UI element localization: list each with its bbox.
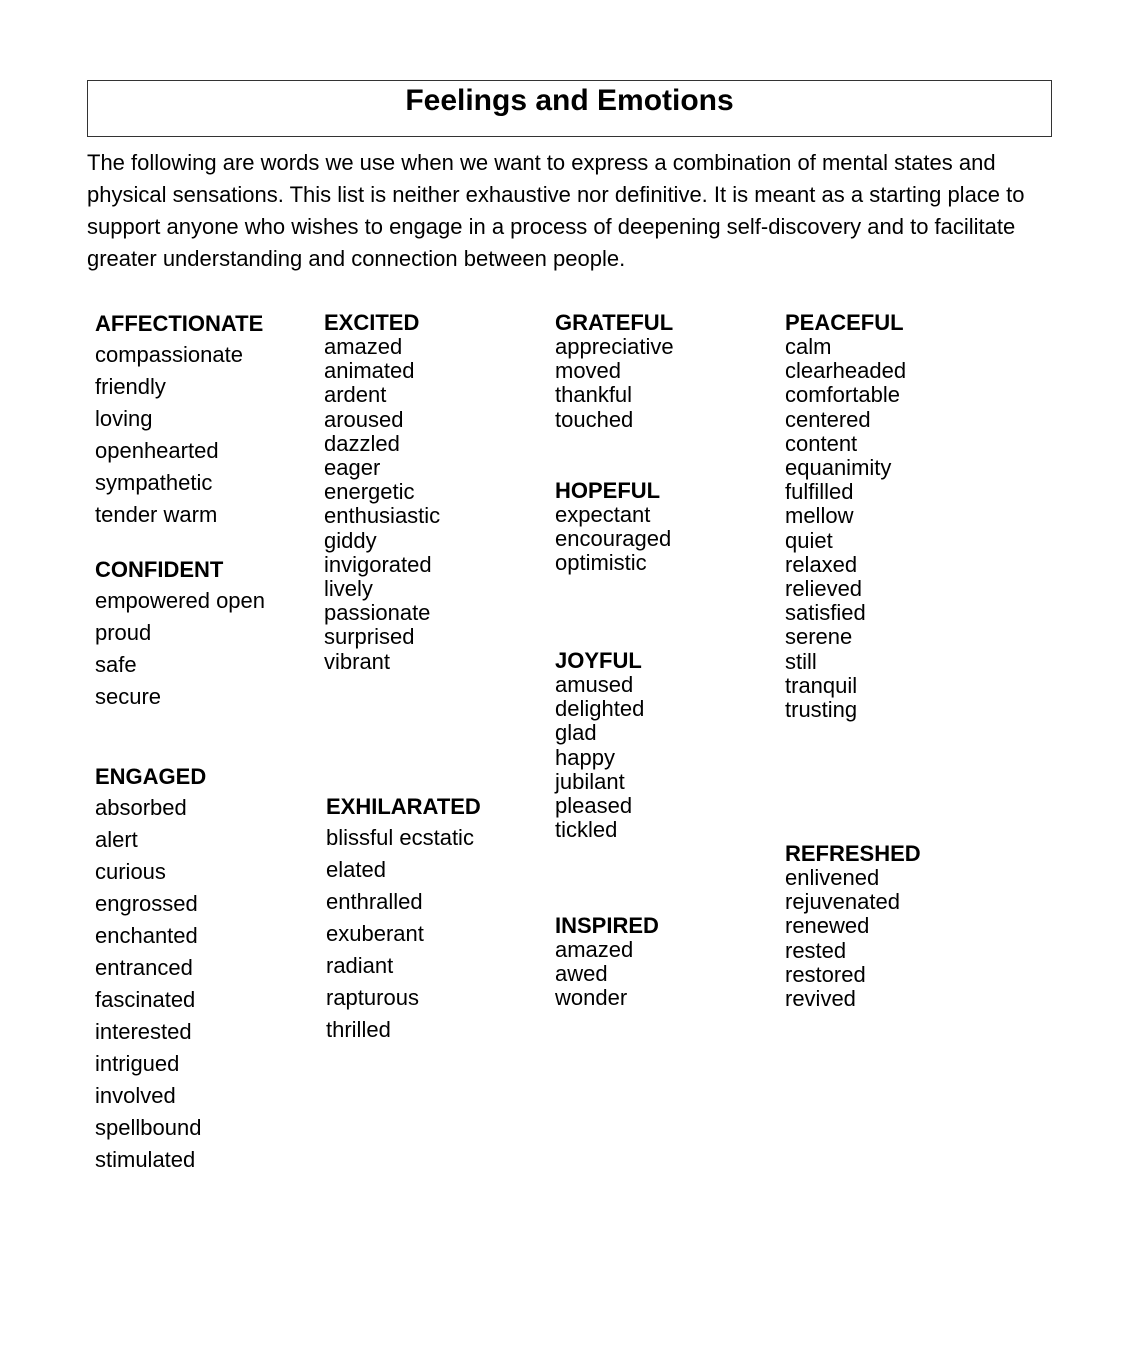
- group-grateful: [555, 311, 674, 432]
- feeling-word: expectant: [555, 502, 651, 527]
- feeling-word: thankful: [555, 382, 633, 408]
- feeling-word: enthralled: [326, 889, 423, 914]
- word-list: [555, 938, 659, 1011]
- feeling-word: stimulated: [95, 1147, 196, 1172]
- feeling-word: eager: [324, 455, 381, 481]
- feeling-word: enlivened: [785, 865, 880, 890]
- feeling-word: aroused: [324, 406, 404, 432]
- feeling-word: energetic: [324, 479, 415, 505]
- feeling-word: enthusiastic: [324, 503, 441, 529]
- feeling-word: rejuvenated: [785, 889, 900, 915]
- feeling-word: pleased: [555, 793, 633, 819]
- feeling-word: vibrant: [324, 648, 391, 674]
- feeling-word: fulfilled: [785, 479, 854, 505]
- feeling-word: animated: [324, 358, 415, 384]
- feeling-word: spellbound: [95, 1115, 202, 1140]
- feeling-word: touched: [555, 406, 634, 432]
- word-list: [555, 673, 644, 842]
- feeling-word: trusting: [785, 697, 858, 723]
- group-excited: [324, 311, 440, 674]
- group-heading: ENGAGED: [95, 764, 207, 789]
- feeling-word: safe: [95, 652, 137, 677]
- feeling-word: enchanted: [95, 923, 198, 948]
- word-list: [95, 585, 265, 713]
- word-list: [95, 339, 263, 531]
- feeling-word: proud: [95, 620, 152, 645]
- word-list: [324, 335, 440, 674]
- group-hopeful: [555, 479, 671, 576]
- feeling-word: rapturous: [326, 985, 419, 1010]
- feeling-word: appreciative: [555, 334, 674, 359]
- group-joyful: [555, 649, 644, 842]
- feeling-word: absorbed: [95, 795, 187, 820]
- feeling-word: sympathetic: [95, 470, 213, 495]
- group-engaged: [95, 764, 206, 1176]
- group-refreshed: [785, 842, 921, 1011]
- feeling-word: moved: [555, 358, 622, 384]
- group-exhilarated: [326, 794, 481, 1046]
- group-heading: JOYFUL: [555, 648, 642, 673]
- feeling-word: revived: [785, 986, 856, 1012]
- group-inspired: [555, 914, 659, 1011]
- word-list: [555, 335, 674, 432]
- feeling-word: lively: [324, 576, 373, 602]
- feeling-word: alert: [95, 827, 138, 852]
- feeling-word: involved: [95, 1083, 176, 1108]
- feeling-word: interested: [95, 1019, 192, 1044]
- feeling-word: entranced: [95, 955, 193, 980]
- word-list: [95, 792, 206, 1176]
- feeling-word: curious: [95, 859, 166, 884]
- feeling-word: jubilant: [555, 768, 625, 794]
- word-list: [785, 335, 906, 722]
- feeling-word: delighted: [555, 696, 645, 722]
- feeling-word: dazzled: [324, 430, 400, 456]
- feeling-word: giddy: [324, 527, 377, 553]
- word-list: [326, 822, 481, 1046]
- feeling-word: happy: [555, 744, 615, 770]
- word-list: [785, 866, 921, 1011]
- feeling-word: fascinated: [95, 987, 196, 1012]
- feeling-word: rested: [785, 937, 847, 963]
- feeling-word: tickled: [555, 817, 618, 843]
- feeling-word: radiant: [326, 953, 394, 978]
- feeling-word: passionate: [324, 600, 431, 626]
- group-heading: EXHILARATED: [326, 794, 481, 819]
- feeling-word: blissful ecstatic: [326, 825, 474, 850]
- feeling-word: amazed: [555, 937, 634, 962]
- feeling-word: still: [785, 648, 817, 674]
- group-heading: REFRESHED: [785, 841, 921, 866]
- feeling-word: mellow: [785, 503, 854, 529]
- feeling-word: clearheaded: [785, 358, 907, 384]
- feeling-word: satisfied: [785, 600, 866, 626]
- feeling-word: equanimity: [785, 455, 892, 481]
- feeling-word: amused: [555, 672, 634, 697]
- group-heading: HOPEFUL: [555, 478, 661, 503]
- feeling-word: exuberant: [326, 921, 424, 946]
- feeling-word: engrossed: [95, 891, 198, 916]
- group-confident: [95, 557, 265, 713]
- group-heading: CONFIDENT: [95, 557, 224, 582]
- feeling-word: comfortable: [785, 382, 900, 408]
- feeling-word: intrigued: [95, 1051, 180, 1076]
- feeling-word: awed: [555, 961, 608, 987]
- group-heading: PEACEFUL: [785, 310, 904, 335]
- feeling-word: quiet: [785, 527, 833, 553]
- feeling-word: friendly: [95, 374, 166, 399]
- feeling-word: optimistic: [555, 550, 647, 576]
- feeling-word: tender warm: [95, 502, 218, 527]
- feeling-word: encouraged: [555, 526, 672, 552]
- feeling-word: compassionate: [95, 342, 243, 367]
- feeling-word: serene: [785, 624, 853, 650]
- group-heading: AFFECTIONATE: [95, 311, 264, 336]
- group-heading: INSPIRED: [555, 913, 659, 938]
- feeling-word: restored: [785, 961, 866, 987]
- feeling-word: surprised: [324, 624, 415, 650]
- feeling-word: content: [785, 430, 858, 456]
- feeling-word: renewed: [785, 913, 870, 939]
- group-affectionate: [95, 311, 263, 531]
- page-title: Feelings and Emotions: [405, 84, 734, 117]
- title-box: [87, 80, 1052, 137]
- feeling-word: ardent: [324, 382, 387, 408]
- feeling-word: relieved: [785, 576, 863, 602]
- feeling-word: thrilled: [326, 1017, 391, 1042]
- group-peaceful: [785, 311, 906, 722]
- feeling-word: empowered open: [95, 588, 266, 613]
- word-list: [555, 503, 671, 576]
- feeling-word: wonder: [555, 985, 628, 1011]
- group-heading: GRATEFUL: [555, 310, 674, 335]
- feeling-word: elated: [326, 857, 386, 882]
- feeling-word: glad: [555, 720, 597, 746]
- feeling-word: relaxed: [785, 551, 858, 577]
- intro-paragraph: The following are words we use when we want to express a combination of mental states and physical sensations. This list is neither exhaustive nor definitive. It is meant as a starting place to support anyone who wishes to engage in a process of deepening self-discovery and to facilitate greater understanding and connection between people.: [87, 150, 1025, 271]
- group-heading: EXCITED: [324, 310, 420, 335]
- feeling-word: loving: [95, 406, 153, 431]
- feeling-word: secure: [95, 684, 162, 709]
- feeling-word: invigorated: [324, 551, 432, 577]
- feeling-word: centered: [785, 406, 871, 432]
- feeling-word: calm: [785, 334, 832, 359]
- feeling-word: amazed: [324, 334, 403, 359]
- feeling-word: openhearted: [95, 438, 219, 463]
- feeling-word: tranquil: [785, 672, 858, 698]
